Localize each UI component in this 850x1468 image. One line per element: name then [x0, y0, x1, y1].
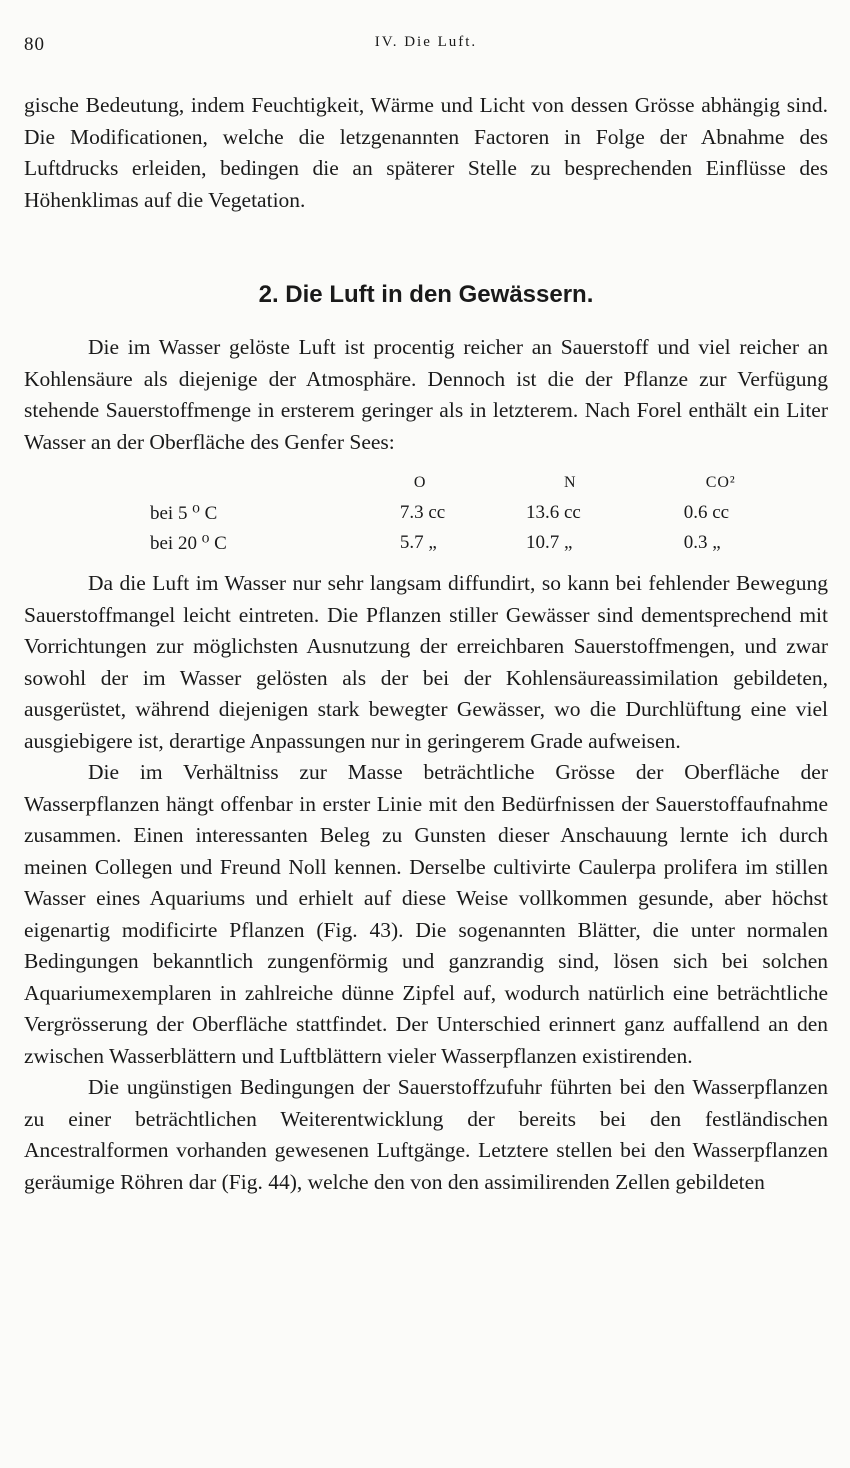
running-title: IV. Die Luft.	[374, 34, 478, 50]
cell-co2: 0.6 cc	[683, 502, 730, 523]
paragraph-4: Die im Verhältniss zur Masse beträchtliche Grösse der Oberfläche der Wasserpflanzen hängt offenbar in erster Linie mit den Bedürfnissen der Sauerstoffaufnahme zusammen. Einen interessanten Beleg zu Gunsten dieser Anschauung lernte ich durch meinen Collegen und Freund Noll kennen. Derselbe cultivirte Caulerpa prolifera im stillen Wasser eines Aquariums und erhielt auf diese Weise vollkommen gesunde, aber höchst eigenartig modificirte Pflanzen (Fig. 43). Die sogenannten Blätter, die unter normalen Bedingungen bekanntlich zungenförmig und ganzrandig sind, lösen sich bei solchen Aquariumexemplaren in zahlreiche dünne Zipfel auf, wodurch natürlich eine beträchtliche Vergrösserung der Oberfläche stattfindet. Der Unterschied erinnert ganz auffallend an den zwischen Wasserblättern und Luftblättern vieler Wasserpflanzen existirenden.	[24, 760, 828, 1068]
table-header-row	[24, 468, 828, 498]
table-header-co2: CO²	[705, 474, 736, 491]
paragraph-5: Die ungünstigen Bedingungen der Sauerstoffzufuhr führten bei den Wasserpflanzen zu einer beträchtlichen Weiterentwicklung der bereits bei den festländischen Ancestralformen vorhanden gewesenen Luftgänge. Letztere stellen bei den Wasserpflanzen geräumige Röhren dar (Fig. 44), welche den von den assimilirenden Zellen gebildeten	[24, 1075, 828, 1194]
cell-o: 5.7 „	[399, 532, 437, 553]
cell-o: 7.3 cc	[399, 502, 446, 523]
table-header-o: O	[413, 474, 427, 491]
body-text	[24, 90, 828, 1198]
cell-co2: 0.3 „	[683, 532, 721, 553]
table-header-n: N	[563, 474, 577, 491]
page-number: 80	[24, 34, 45, 55]
table-row	[24, 528, 828, 558]
cell-n: 10.7 „	[525, 532, 573, 553]
paragraph-1: gische Bedeutung, indem Feuchtigkeit, Wärme und Licht von dessen Grösse abhängig sind. Die Modificationen, welche die letzgenannten Factoren in Folge der Abnahme des Luftdrucks erleiden, bedingen die an späterer Stelle zu besprechenden Einflüsse des Höhenklimas auf die Vegetation.	[24, 93, 828, 212]
paragraph-2: Die im Wasser gelöste Luft ist procentig reicher an Sauerstoff und viel reicher an Kohlensäure als diejenige der Atmosphäre. Dennoch ist die der Pflanze zur Verfügung stehende Sauerstoffmenge in ersterem geringer als in letzterem. Nach Forel enthält ein Liter Wasser an der Oberfläche des Genfer Sees:	[24, 335, 828, 454]
row-label: bei 20 ⁰ C	[150, 532, 227, 554]
gas-content-table	[24, 468, 828, 558]
cell-n: 13.6 cc	[525, 502, 581, 523]
table-row	[24, 498, 828, 528]
running-header	[24, 28, 828, 68]
paragraph-3: Da die Luft im Wasser nur sehr langsam diffundirt, so kann bei fehlender Bewegung Sauerstoffmangel leicht eintreten. Die Pflanzen stiller Gewässer sind dementsprechend mit Vorrichtungen zur möglichsten Ausnutzung der erreichbaren Sauerstoffmengen, und zwar sowohl der im Wasser gelösten als der bei der Kohlensäureassimilation gebildeten, ausgerüstet, während diejenigen stark bewegter Gewässer, wo die Durchlüftung eine viel ausgiebigere ist, derartige Anpassungen nur in geringerem Grade aufweisen.	[24, 571, 828, 753]
table-header-empty	[24, 468, 400, 498]
row-label: bei 5 ⁰ C	[150, 502, 218, 524]
section-heading: 2. Die Luft in den Gewässern.	[258, 281, 594, 308]
